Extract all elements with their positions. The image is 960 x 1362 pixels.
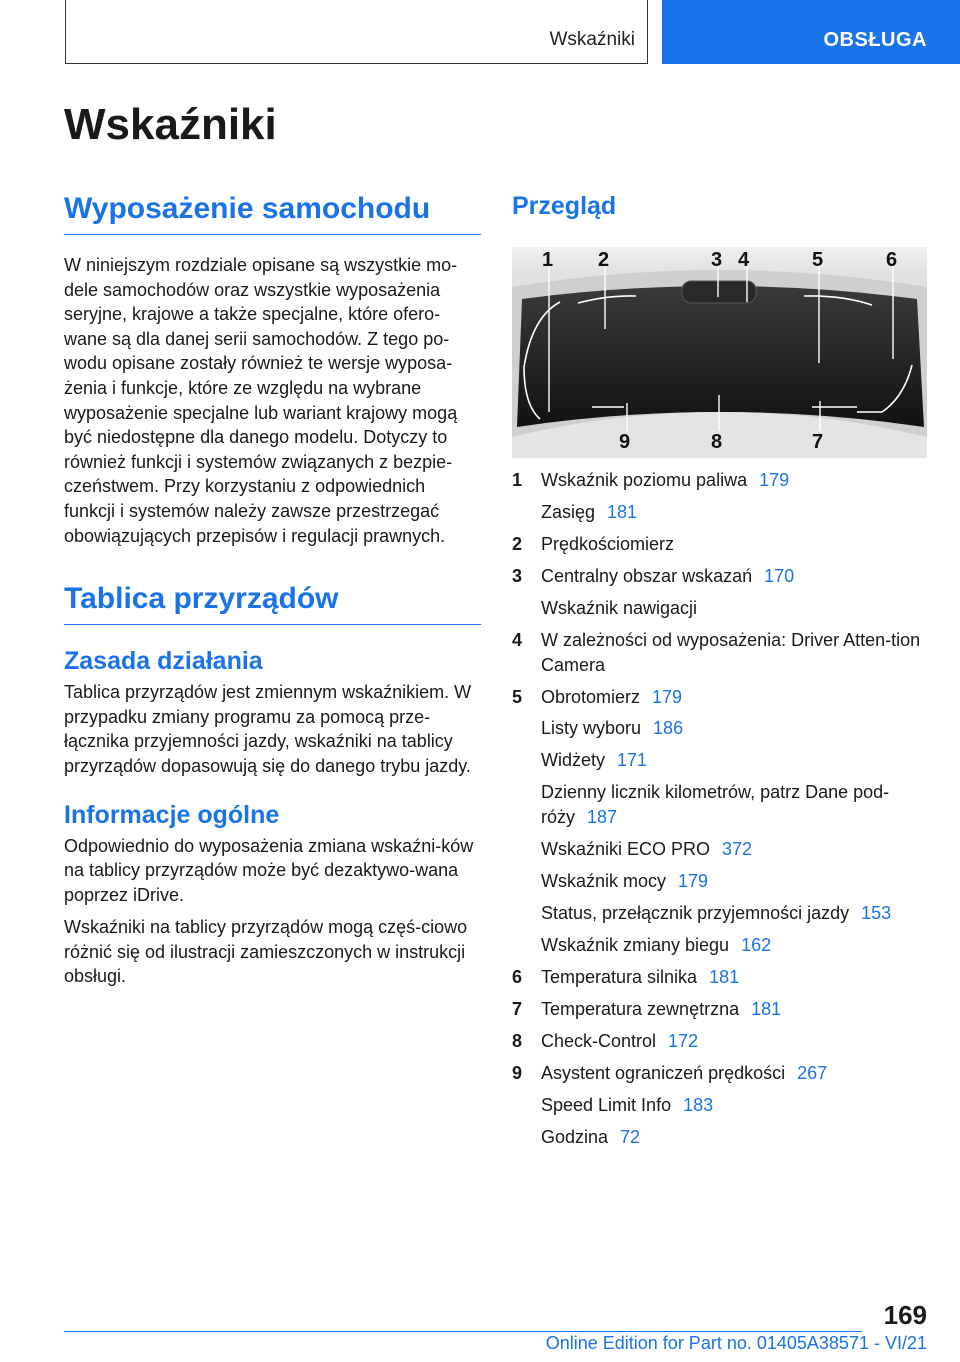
figure-label-8: 8 — [711, 431, 723, 453]
legend-item — [512, 997, 932, 1022]
legend-item — [512, 596, 932, 621]
figure-label-9: 9 — [619, 431, 631, 453]
legend-item-text-wrap — [541, 933, 932, 958]
legend-item-text: Godzina — [541, 1126, 609, 1147]
legend-item — [512, 1061, 932, 1086]
legend-item-number: 3 — [512, 565, 523, 586]
heading-general-info: Informacje ogólne — [64, 800, 280, 829]
legend-item-text-wrap — [541, 748, 932, 773]
legend-item-text-wrap — [541, 780, 932, 829]
chapter-tab[interactable]: OBSŁUGA — [662, 0, 960, 64]
figure-label-3: 3 — [711, 249, 723, 271]
footer-edition: Online Edition for Part no. 01405A38571 - VI/21 — [545, 1333, 927, 1353]
page-reference-link[interactable]: 181 — [607, 501, 638, 522]
legend-item — [512, 564, 932, 589]
legend-item-number: 4 — [512, 629, 523, 650]
legend-item — [512, 1125, 932, 1150]
page-reference-link[interactable]: 179 — [652, 686, 683, 707]
legend-item — [512, 869, 932, 894]
heading-instrument-cluster: Tablica przyrządów — [64, 582, 481, 625]
running-header — [65, 0, 648, 64]
figure-label-2: 2 — [598, 249, 610, 271]
instrument-cluster-figure — [512, 247, 927, 458]
legend-item — [512, 716, 932, 741]
legend-item-text: Obrotomierz — [541, 686, 641, 707]
page-reference-link[interactable]: 187 — [587, 807, 618, 828]
legend-item-number: 2 — [512, 533, 523, 554]
page-reference-link[interactable]: 181 — [709, 966, 740, 987]
legend-list — [512, 468, 932, 1157]
page-reference-link[interactable]: 170 — [764, 565, 795, 586]
legend-item — [512, 748, 932, 773]
legend-item-number — [512, 716, 541, 741]
legend-item-text: Wskaźnik mocy — [541, 871, 667, 892]
right-column — [512, 192, 932, 221]
legend-item-text-wrap — [541, 997, 932, 1022]
legend-item-number — [512, 901, 541, 926]
paragraph-general-1: Odpowiednio do wyposażenia zmiana wskaźni-ków na tablicy przyrządów może być dezaktywo-wana poprzez iDrive. — [64, 835, 474, 905]
legend-item — [512, 901, 932, 926]
page-reference-link[interactable]: 179 — [759, 470, 790, 490]
legend-item-number — [512, 748, 541, 773]
page-reference-link[interactable]: 179 — [678, 871, 709, 892]
legend-item-text-wrap — [541, 1125, 932, 1150]
legend-item — [512, 468, 932, 493]
page-title: Wskaźniki — [64, 100, 277, 149]
heading-overview: Przegląd — [512, 192, 617, 220]
figure-label-5: 5 — [812, 249, 824, 271]
legend-item-number — [512, 1093, 541, 1118]
running-header-section: Wskaźniki — [549, 29, 635, 50]
legend-item-text: Temperatura silnika — [541, 966, 698, 987]
legend-item-text-wrap — [541, 1061, 932, 1086]
legend-item-number: 7 — [512, 998, 523, 1019]
legend-item-text: Listy wyboru — [541, 718, 642, 739]
legend-item-text-wrap — [541, 500, 932, 525]
legend-item-number — [512, 837, 541, 862]
legend-item — [512, 685, 932, 710]
legend-item-number — [512, 1125, 541, 1150]
page-reference-link[interactable]: 72 — [620, 1126, 641, 1147]
legend-item-text: Status, przełącznik przyjemności jazdy — [541, 903, 850, 923]
legend-item-text-wrap — [541, 596, 932, 621]
legend-item-text: Zasięg — [541, 501, 596, 522]
legend-item — [512, 933, 932, 958]
legend-item — [512, 965, 932, 990]
legend-item-text: Centralny obszar wskazań — [541, 565, 753, 586]
figure-label-7: 7 — [812, 431, 824, 453]
legend-item-text: Temperatura zewnętrzna — [541, 998, 740, 1019]
legend-item-number — [512, 596, 541, 621]
legend-item-text: Speed Limit Info — [541, 1094, 672, 1115]
page-number: 169 — [883, 1300, 927, 1330]
page-reference-link[interactable]: 171 — [617, 750, 648, 771]
legend-item-text-wrap — [541, 532, 932, 557]
legend-item-number: 6 — [512, 966, 523, 987]
legend-item-text-wrap — [541, 901, 932, 926]
legend-item-text-wrap — [541, 716, 932, 741]
heading-equipment: Wyposażenie samochodu — [64, 192, 481, 235]
page-reference-link[interactable]: 172 — [668, 1030, 699, 1051]
legend-item-number: 5 — [512, 686, 523, 707]
legend-item-number: 8 — [512, 1030, 523, 1051]
legend-item-text-wrap — [541, 564, 932, 589]
page-reference-link[interactable]: 181 — [751, 998, 782, 1019]
heading-principle: Zasada działania — [64, 647, 263, 676]
legend-item-text: Wskaźnik nawigacji — [541, 597, 698, 618]
legend-item-text: Dzienny licznik kilometrów, patrz Dane pod-róży — [541, 782, 890, 828]
legend-item-number — [512, 500, 541, 525]
page-reference-link[interactable]: 183 — [683, 1094, 714, 1115]
legend-item-text-wrap — [541, 628, 932, 677]
legend-item-number: 9 — [512, 1062, 523, 1083]
legend-item-number — [512, 869, 541, 894]
legend-item-text: Check-Control — [541, 1030, 657, 1051]
figure-label-4: 4 — [738, 249, 750, 271]
legend-item — [512, 1093, 932, 1118]
legend-item-number: 1 — [512, 470, 523, 490]
paragraph-equipment: W niniejszym rozdziale opisane są wszystkie mo-dele samochodów oraz wszystkie wyposażenia seryjne, krajowe a także specjalne, które ofero-wane są dla danej serii samochodów. Z tego po-wodu opisane zostały również te wersje wyposa-żenia i funkcje, które ze względu na wybrane wyposażenie specjalne lub wariant krajowy mogą być niedostępne dla danego modelu. Dotyczy to również funkcji i systemów związanych z bezpie-czeństwem. Przy korzystaniu z odpowiednich funkcji i systemów należy zawsze przestrzegać obowiązujących przepisów i regulacji prawnych. — [64, 255, 458, 546]
left-column — [64, 192, 481, 989]
camera-housing — [682, 281, 756, 303]
legend-item-text-wrap — [541, 965, 932, 990]
figure-label-1: 1 — [542, 249, 554, 271]
legend-item-text: Widżety — [541, 750, 606, 771]
legend-item-number — [512, 933, 541, 958]
paragraph-principle: Tablica przyrządów jest zmiennym wskaźnikiem. W przypadku zmiany programu za pomocą prze-łącznika przyjemności jazdy, wskaźniki na tablicy przyrządów dopasowują się do danego trybu jazdy. — [64, 682, 472, 776]
legend-item-text: W zależności od wyposażenia: Driver Atten-tion Camera — [541, 629, 921, 675]
legend-item — [512, 837, 932, 862]
legend-item-text-wrap — [541, 685, 932, 710]
legend-item-text: Wskaźnik zmiany biegu — [541, 934, 730, 955]
footer-rule — [64, 1331, 862, 1332]
legend-item-text: Wskaźnik poziomu paliwa — [541, 470, 748, 490]
legend-item-number — [512, 780, 541, 829]
legend-item-text-wrap — [541, 869, 932, 894]
legend-item — [512, 1029, 932, 1054]
legend-item — [512, 532, 932, 557]
legend-item — [512, 500, 932, 525]
legend-item-text: Asystent ograniczeń prędkości — [541, 1062, 786, 1083]
page-reference-link[interactable]: 372 — [722, 839, 753, 860]
legend-item-text-wrap — [541, 1093, 932, 1118]
cluster-screen — [517, 286, 924, 427]
page-reference-link[interactable]: 162 — [741, 934, 772, 955]
legend-item — [512, 628, 932, 677]
legend-item-text-wrap — [541, 837, 932, 862]
legend-item-text: Wskaźniki ECO PRO — [541, 839, 711, 860]
figure-label-6: 6 — [886, 249, 898, 271]
page-reference-link[interactable]: 267 — [797, 1062, 828, 1083]
page-reference-link[interactable]: 153 — [861, 903, 892, 923]
legend-item-text-wrap — [541, 468, 932, 493]
page-reference-link[interactable]: 186 — [653, 718, 684, 739]
legend-item — [512, 780, 932, 829]
paragraph-general-2: Wskaźniki na tablicy przyrządów mogą częś-ciowo różnić się od ilustracji zamieszczonych w instrukcji obsługi. — [64, 917, 468, 987]
legend-item-text-wrap — [541, 1029, 932, 1054]
legend-item-text: Prędkościomierz — [541, 533, 675, 554]
